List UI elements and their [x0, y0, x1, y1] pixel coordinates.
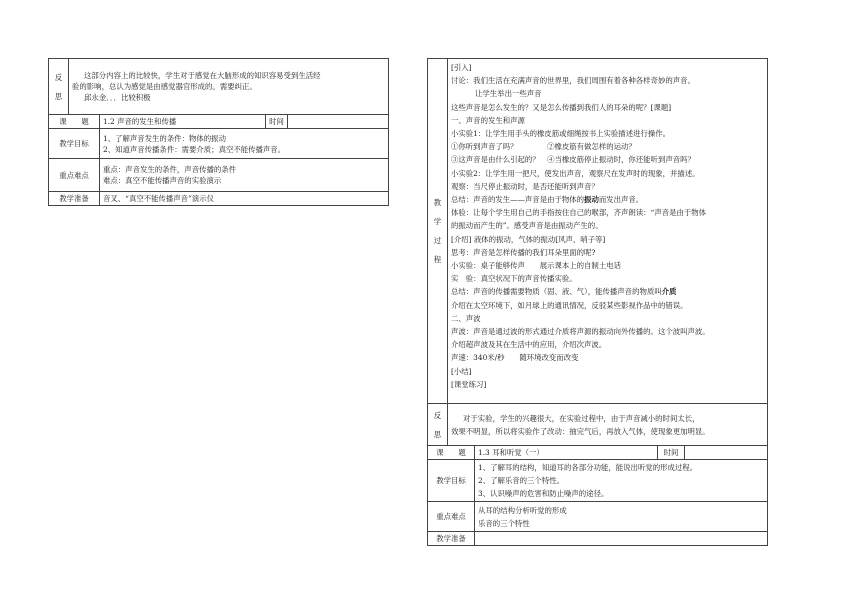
process-line: 实 验：真空状况下的声音传播实验。 — [451, 274, 577, 284]
process-line: 这些声音是怎么发生的？又是怎么传播到我们人的耳朵的呢？[课题] — [451, 102, 672, 112]
goals-label: 教学目标 — [49, 129, 100, 159]
process-line: 介绍超声波及其在生活中的应用，介绍次声波。 — [451, 340, 607, 350]
prep-label: 教学准备 — [49, 192, 100, 206]
bold-term: 振动 — [584, 195, 599, 205]
key-content — [475, 502, 768, 532]
process-line: 总结：声音的发生——声音是由于物体的振动而发出声音。 — [451, 195, 644, 205]
topic-label: 课 题 — [49, 115, 100, 129]
process-line: [引入] — [451, 63, 472, 72]
reflect-line: 验的影响，总认为感觉是由感觉器官形成的。需要纠正。 — [72, 82, 257, 91]
process-line: 观察：当尺停止振动时，是否还能听到声音？ — [451, 181, 599, 191]
goal-item: 2、了解乐音的三个特性。 — [478, 476, 565, 485]
process-line: 思考：声音是怎样传播的我们耳朵里面的呢? — [451, 247, 596, 257]
process-label: 教 学 过 程 — [428, 59, 448, 404]
reflect-label: 反 思 — [428, 404, 448, 446]
goals-label: 教学目标 — [428, 460, 475, 502]
reflect-line: 邱永金．．．比较积极 — [84, 93, 151, 102]
prep-content: 音叉、“真空不能传播声音”演示仪 — [100, 192, 389, 206]
process-line: 的振动而产生的”。感受声音是由振动产生的。 — [451, 221, 603, 231]
goals-content — [475, 460, 768, 502]
process-line: 小实验1：让学生用手头的橡皮筋或细绳按书上实验描述进行操作。 — [451, 129, 671, 139]
reflect-line: 对于实验，学生的兴趣很大，在实验过程中，由于声音减小的时间太长， — [463, 413, 700, 423]
process-line: 二、声波 — [451, 313, 481, 323]
prep-label: 教学准备 — [428, 532, 475, 546]
prep-content — [475, 532, 768, 546]
process-line: 总结：声音的传播需要物质（固、液、气），能传播声音的物质叫介质 — [451, 287, 677, 297]
process-line: ①你听到声音了吗？ ②橡皮筋有做怎样的运动？ — [451, 142, 636, 152]
key-item: 从耳的结构分析听觉的形成 — [478, 505, 567, 515]
topic-value: 1.3 耳和听觉（一） — [475, 446, 658, 460]
process-line: [课堂练习] — [451, 379, 487, 389]
process-line: 介绍在太空环境下，如月球上的通讯情况，反驳某些影视作品中的错误。 — [451, 300, 688, 310]
key-item: 重点：声音发生的条件，声音传播的条件 — [103, 165, 237, 174]
time-label: 时间 — [658, 446, 685, 460]
reflect-line: 这部分内容上的比较快，学生对于感觉在大脑形成的知识容易受到生活经 — [84, 71, 321, 80]
time-label: 时间 — [266, 115, 288, 129]
process-line: 声速：340米/秒 随环境改变而改变 — [451, 353, 579, 363]
time-value — [288, 115, 389, 129]
key-item: 难点：真空不能传播声音的实验演示 — [103, 176, 222, 185]
process-line: 小实验2：让学生用一把尺，使发出声音，观察尺在发声时的现象，并描述。 — [451, 168, 700, 178]
goal-item: 1、了解耳的结构，知道耳的各部分功能，能说出听觉的形成过程。 — [478, 463, 698, 472]
key-item: 乐音的三个特性 — [478, 518, 530, 528]
process-line: 体验：让每个学生用自己的手指按住自己的喉部，齐声朗读：“声音是由于物体 — [451, 208, 707, 218]
process-line: 小实验：桌子能够传声 展示课本上的自制土电话 — [451, 261, 621, 271]
topic-label: 课 题 — [428, 446, 475, 460]
process-line: ③这声音是由什么引起的？ ④当橡皮筋停止振动时，你还能听到声音吗？ — [451, 155, 695, 165]
process-line: [小结] — [451, 366, 472, 376]
left-lesson-table — [48, 58, 389, 206]
key-content — [100, 159, 389, 192]
right-lesson-table — [427, 58, 768, 546]
time-value — [685, 446, 768, 460]
process-line: 讨论：我们生活在充满声音的世界里，我们周围有着各种各样奇妙的声音。 — [451, 76, 695, 86]
key-label: 重点难点 — [428, 502, 475, 532]
process-line: 声波：声音是通过波的形式通过介质将声源的振动向外传播的。这个波叫声波。 — [451, 327, 710, 337]
process-line: 让学生举出一些声音 — [475, 89, 542, 99]
topic-value: 1.2 声音的发生和传播 — [100, 115, 266, 129]
reflect-line: 效果不明显，所以将实验作了改动：抽完气后，再放入气体，使现象更加明显。 — [451, 426, 710, 436]
reflect-label: 反 思 — [49, 59, 69, 115]
goal-item: 3、认识噪声的危害和防止噪声的途径。 — [478, 489, 609, 498]
reflect-content — [448, 404, 768, 446]
process-line: [介绍] 液体的振动，气体的振动[风声、哨子等] — [451, 234, 606, 244]
goal-item: 2、知道声音传播条件：需要介质；真空不能传播声音。 — [103, 144, 286, 154]
bold-term: 介质 — [661, 287, 677, 297]
process-line: 一、声音的发生和声源 — [451, 115, 525, 125]
key-label: 重点难点 — [49, 159, 100, 192]
goal-item: 1、了解声音发生的条件：物体的振动 — [103, 133, 226, 143]
goals-content — [100, 129, 389, 159]
reflect-content — [69, 59, 389, 115]
process-content — [448, 59, 768, 404]
